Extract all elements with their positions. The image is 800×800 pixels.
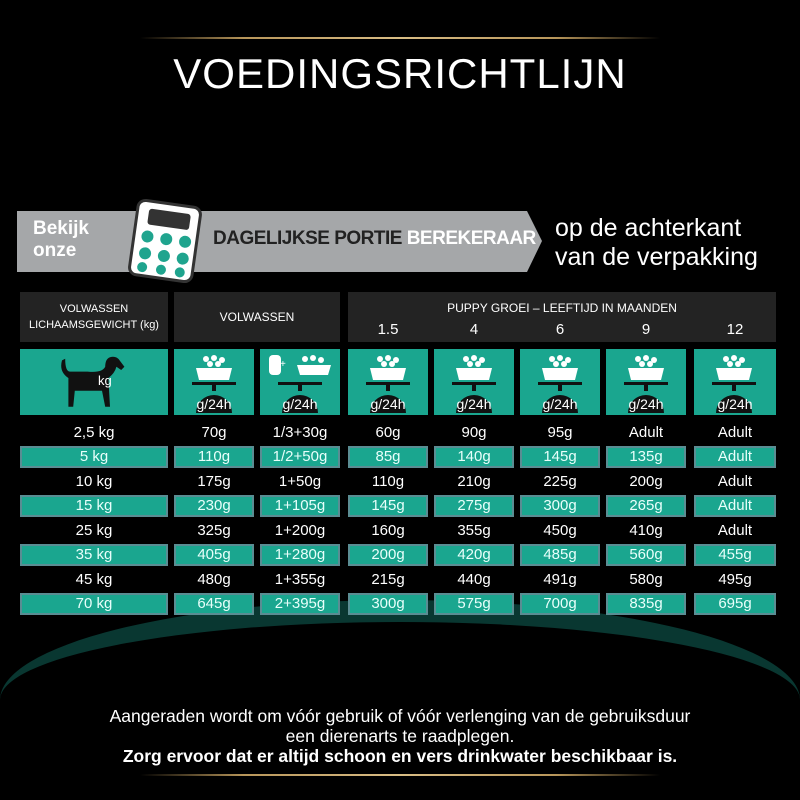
portion-icon-cell (174, 349, 254, 415)
portion-cell: 70g (201, 423, 227, 441)
portion-cell: 491g (543, 570, 577, 588)
weight-cell: 35 kg (20, 544, 168, 566)
portion-cell: 210g (457, 472, 491, 490)
header-month: 4 (469, 320, 479, 338)
portion-cell: 1+50g (278, 472, 322, 490)
portion-cell: 410g (629, 521, 663, 539)
portion-cell: Adult (694, 495, 776, 517)
portion-cell: 485g (520, 544, 600, 566)
portion-cell: 230g (174, 495, 254, 517)
portion-icon-cell (434, 349, 514, 415)
weight-cell: 15 kg (20, 495, 168, 517)
portion-cell: 300g (348, 593, 428, 615)
portion-cell: Adult (717, 423, 753, 441)
header-month: 1.5 (377, 320, 399, 338)
portion-cell: 580g (629, 570, 663, 588)
portion-cell: 265g (606, 495, 686, 517)
portion-cell: 215g (371, 570, 405, 588)
unit-label: g/24h (370, 396, 406, 412)
portion-cell: 300g (520, 495, 600, 517)
portion-cell: 145g (348, 495, 428, 517)
portion-cell: 1+105g (260, 495, 340, 517)
page-title: VOEDINGSRICHTLIJN (173, 50, 627, 97)
calculator-name-light: BEREKERAAR (406, 228, 536, 249)
portion-icon-cell (260, 349, 340, 415)
table-row (20, 592, 776, 616)
portion-cell: 455g (694, 544, 776, 566)
unit-label: g/24h (628, 396, 664, 412)
portion-cell: 145g (520, 446, 600, 468)
portion-cell: 695g (694, 593, 776, 615)
unit-label: g/24h (542, 396, 578, 412)
gold-divider-top (140, 37, 660, 39)
portion-cell: 420g (434, 544, 514, 566)
portion-cell: Adult (717, 472, 753, 490)
calculator-name (213, 228, 536, 250)
header-weight: VOLWASSEN LICHAAMSGEWICHT (kg) (20, 292, 168, 342)
portion-cell: Adult (628, 423, 664, 441)
calculator-icon (127, 198, 203, 284)
table-row (20, 543, 776, 567)
kg-label: kg (98, 373, 112, 388)
portion-cell: 440g (457, 570, 491, 588)
portion-cell: 575g (434, 593, 514, 615)
portion-cell: 405g (174, 544, 254, 566)
unit-label: g/24h (282, 396, 318, 412)
portion-cell: 95g (547, 423, 573, 441)
table-row (20, 469, 776, 493)
portion-cell: 110g (174, 446, 254, 468)
portion-cell: 60g (375, 423, 401, 441)
weight-cell: 5 kg (20, 446, 168, 468)
portion-icon-cell (520, 349, 600, 415)
portion-cell: 140g (434, 446, 514, 468)
portion-cell: 560g (606, 544, 686, 566)
weight-cell: 10 kg (75, 472, 113, 490)
portion-cell: 700g (520, 593, 600, 615)
banner-suffix-line2: van de verpakking (555, 243, 758, 271)
portion-cell: 275g (434, 495, 514, 517)
weight-cell: 70 kg (20, 593, 168, 615)
unit-label: g/24h (456, 396, 492, 412)
portion-cell: 450g (543, 521, 577, 539)
portion-cell: 355g (457, 521, 491, 539)
gold-divider-bottom (140, 774, 660, 776)
banner-suffix (555, 214, 795, 272)
footer-line2: een dierenarts te raadplegen. (285, 726, 515, 746)
portion-icon-cell (606, 349, 686, 415)
portion-cell: 85g (348, 446, 428, 468)
banner-prefix: Bekijk onze (33, 218, 89, 261)
portion-cell: 90g (461, 423, 487, 441)
weight-cell: 25 kg (75, 521, 113, 539)
unit-label: g/24h (196, 396, 232, 412)
unit-label: g/24h (717, 396, 753, 412)
header-month: 6 (555, 320, 565, 338)
weight-cell: 2,5 kg (73, 423, 115, 441)
portion-cell: 225g (543, 472, 577, 490)
portion-cell: 495g (718, 570, 752, 588)
portion-cell: 835g (606, 593, 686, 615)
portion-cell: 160g (371, 521, 405, 539)
portion-cell: 200g (348, 544, 428, 566)
portion-cell: Adult (717, 521, 753, 539)
portion-cell: Adult (694, 446, 776, 468)
calculator-name-dark: DAGELIJKSE PORTIE (213, 228, 402, 249)
table-row (20, 494, 776, 518)
portion-cell: 110g (371, 472, 405, 490)
footer-line1: Aangeraden wordt om vóór gebruik of vóór verlenging van de gebruiksduur (109, 706, 691, 726)
portion-cell: 325g (197, 521, 231, 539)
portion-cell: 175g (197, 472, 231, 490)
portion-cell: 2+395g (260, 593, 340, 615)
weight-cell: 45 kg (75, 570, 113, 588)
dog-icon (54, 351, 134, 413)
table-row (20, 420, 776, 444)
portion-cell: 1+355g (274, 570, 326, 588)
portion-icon-cell (348, 349, 428, 415)
portion-cell: 1+280g (260, 544, 340, 566)
portion-cell: 135g (606, 446, 686, 468)
table-row (20, 518, 776, 542)
portion-cell: 480g (197, 570, 231, 588)
header-adult: VOLWASSEN (174, 292, 340, 342)
table-row (20, 567, 776, 591)
plus-label: + (280, 359, 286, 370)
footer (0, 706, 800, 766)
weight-icon-cell (20, 349, 168, 415)
portion-cell: 1/2+50g (260, 446, 340, 468)
banner-suffix-line1: op de achterkant (555, 214, 742, 242)
header-puppy: PUPPY GROEI – LEEFTIJD IN MAANDEN (348, 292, 776, 342)
header-month: 9 (641, 320, 651, 338)
portion-icon-cell (694, 349, 776, 415)
portion-cell: 1/3+30g (272, 423, 328, 441)
portion-cell: 645g (174, 593, 254, 615)
decorative-swoosh (0, 600, 800, 800)
header-month: 12 (726, 320, 744, 338)
footer-line3: Zorg ervoor dat er altijd schoon en vers drinkwater beschikbaar is. (122, 746, 678, 766)
table-row (20, 445, 776, 469)
portion-cell: 1+200g (274, 521, 326, 539)
portion-cell: 200g (629, 472, 663, 490)
